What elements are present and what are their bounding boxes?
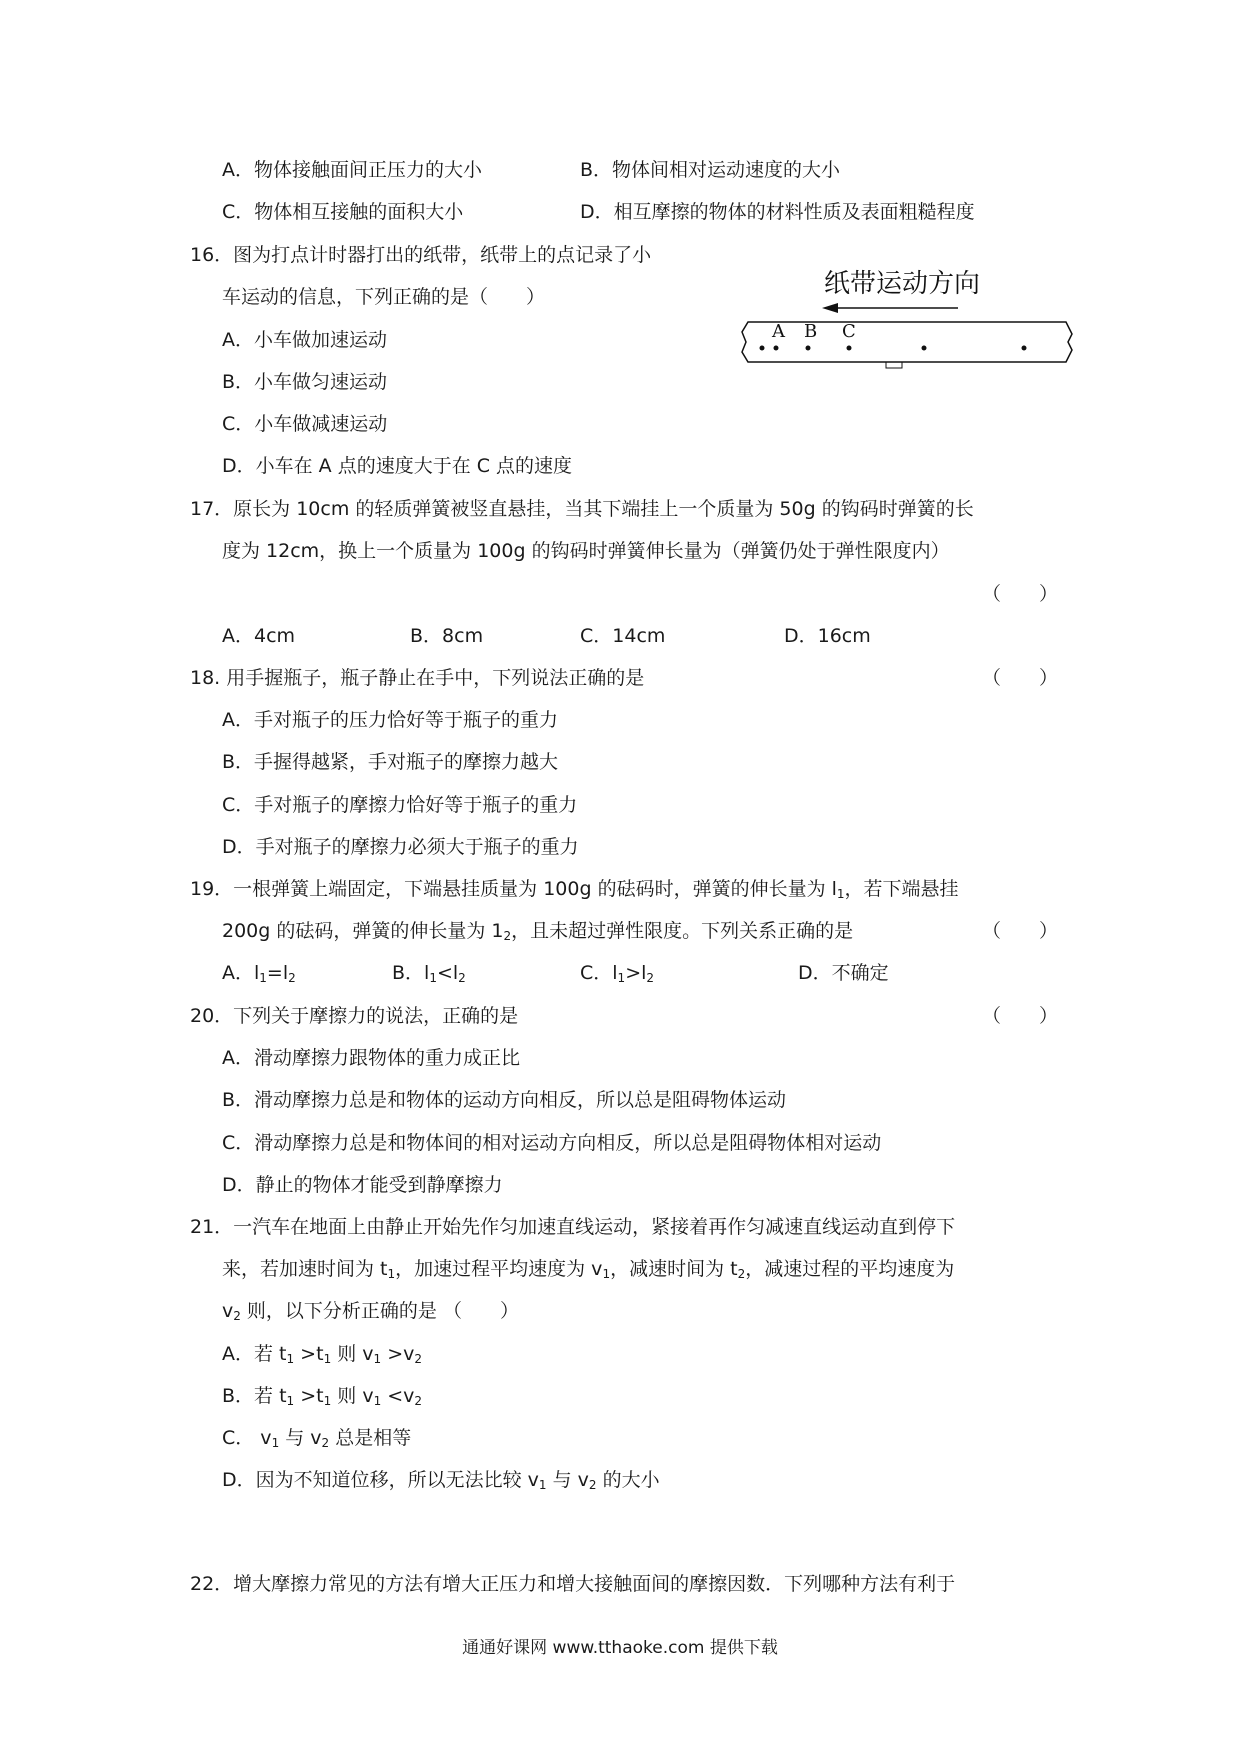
q20-stem: 20．下列关于摩擦力的说法，正确的是	[190, 1005, 519, 1027]
q19-option-b: B．$l_1<l_2$	[392, 962, 466, 985]
q16-option-c: C．小车做减速运动	[222, 413, 388, 435]
q19-option-d: D．不确定	[798, 962, 889, 984]
q20-option-d: D．静止的物体才能受到静摩擦力	[222, 1174, 503, 1196]
q17-answer-paren: （ ）	[982, 583, 1059, 605]
q21-stem-line1: 21．一汽车在地面上由静止开始先作匀加速直线运动，紧接着再作匀减速直线运动直到停下	[190, 1216, 956, 1238]
q18-stem: 18. 用手握瓶子，瓶子静止在手中，下列说法正确的是	[190, 667, 645, 689]
q15-option-b: B．物体间相对运动速度的大小	[580, 159, 841, 181]
q21-stem-line2: 来，若加速时间为 $t_1$，加速过程平均速度为 $v_1$，减速时间为 $t_2$，减速过程的平均速度为	[222, 1258, 955, 1281]
q18-option-b: B．手握得越紧，手对瓶子的摩擦力越大	[222, 751, 559, 773]
point-label-c: C	[842, 321, 856, 342]
tape-dot-b	[806, 346, 811, 351]
tape-dot-c	[847, 346, 852, 351]
tape-dot-1	[760, 346, 765, 351]
q19-stem-line2: 200g 的砝码，弹簧的伸长量为 $1_2$，且未超过弹性限度。下列关系正确的是	[222, 920, 854, 943]
q16-option-a: A．小车做加速运动	[222, 329, 387, 351]
q15-option-d: D．相互摩擦的物体的材料性质及表面粗糙程度	[580, 201, 975, 223]
tape-mark	[886, 362, 902, 368]
q16-option-b: B．小车做匀速运动	[222, 371, 388, 393]
q18-option-a: A．手对瓶子的压力恰好等于瓶子的重力	[222, 709, 558, 731]
q21-stem-line3: $v_2$ 则，以下分析正确的是 （ ）	[222, 1300, 519, 1323]
q21-option-c: C． $v_1$ 与 $v_2$ 总是相等	[222, 1427, 412, 1450]
paper-tape-diagram	[738, 262, 1078, 382]
tape-dot-5	[922, 346, 927, 351]
q17-option-c: C．14cm	[580, 625, 666, 647]
tape-dot-6	[1022, 346, 1027, 351]
q19-option-c: C．$l_1>l_2$	[580, 962, 655, 985]
direction-label: 纸带运动方向	[824, 269, 981, 299]
q20-answer-paren: （ ）	[982, 1005, 1059, 1027]
q19-option-a: A．$l_1=l_2$	[222, 962, 296, 985]
q17-stem-line1: 17．原长为 10cm 的轻质弹簧被竖直悬挂，当其下端挂上一个质量为 50g 的钩码时弹簧的长	[190, 498, 974, 520]
q17-stem-line2: 度为 12cm，换上一个质量为 100g 的钩码时弹簧伸长量为（弹簧仍处于弹性限度内）	[222, 540, 950, 562]
q18-option-c: C．手对瓶子的摩擦力恰好等于瓶子的重力	[222, 794, 578, 816]
q16-stem-line1: 16．图为打点计时器打出的纸带，纸带上的点记录了小	[190, 244, 652, 266]
direction-arrow-head	[822, 303, 838, 313]
q16-option-d: D．小车在 A 点的速度大于在 C 点的速度	[222, 455, 573, 477]
q16-stem-line2: 车运动的信息，下列正确的是（ ）	[222, 286, 546, 308]
q17-option-d: D．16cm	[784, 625, 871, 647]
q21-option-b: B．若 $t_1 >t_1$ 则 $v_1 <v_2$	[222, 1385, 423, 1408]
q15-option-c: C．物体相互接触的面积大小	[222, 201, 464, 223]
q18-option-d: D．手对瓶子的摩擦力必须大于瓶子的重力	[222, 836, 579, 858]
paper-tape-figure	[738, 262, 1078, 382]
q22-stem: 22．增大摩擦力常见的方法有增大正压力和增大接触面间的摩擦因数．下列哪种方法有利于	[190, 1573, 956, 1595]
point-label-a: A	[772, 321, 785, 342]
page-footer: 通通好课网 www.tthaoke.com 提供下载	[462, 1638, 778, 1658]
q18-answer-paren: （ ）	[982, 667, 1059, 689]
q21-option-d: D．因为不知道位移，所以无法比较 $v_1$ 与 $v_2$ 的大小	[222, 1469, 660, 1492]
q20-option-b: B．滑动摩擦力总是和物体的运动方向相反，所以总是阻碍物体运动	[222, 1089, 787, 1111]
q20-option-a: A．滑动摩擦力跟物体的重力成正比	[222, 1047, 520, 1069]
q21-option-a: A．若 $t_1 >t_1$ 则 $v_1 >v_2$	[222, 1343, 423, 1366]
q19-stem-line1: 19．一根弹簧上端固定，下端悬挂质量为 100g 的砝码时，弹簧的伸长量为 $l_1$，若下端悬挂	[190, 878, 959, 901]
q19-answer-paren: （ ）	[982, 920, 1059, 942]
q17-option-a: A．4cm	[222, 625, 296, 647]
tape-dot-a	[774, 346, 779, 351]
q20-option-c: C．滑动摩擦力总是和物体间的相对运动方向相反，所以总是阻碍物体相对运动	[222, 1132, 882, 1154]
point-label-b: B	[804, 321, 818, 342]
q15-option-a: A．物体接触面间正压力的大小	[222, 159, 482, 181]
q17-option-b: B．8cm	[410, 625, 484, 647]
paper-tape	[742, 322, 1072, 362]
